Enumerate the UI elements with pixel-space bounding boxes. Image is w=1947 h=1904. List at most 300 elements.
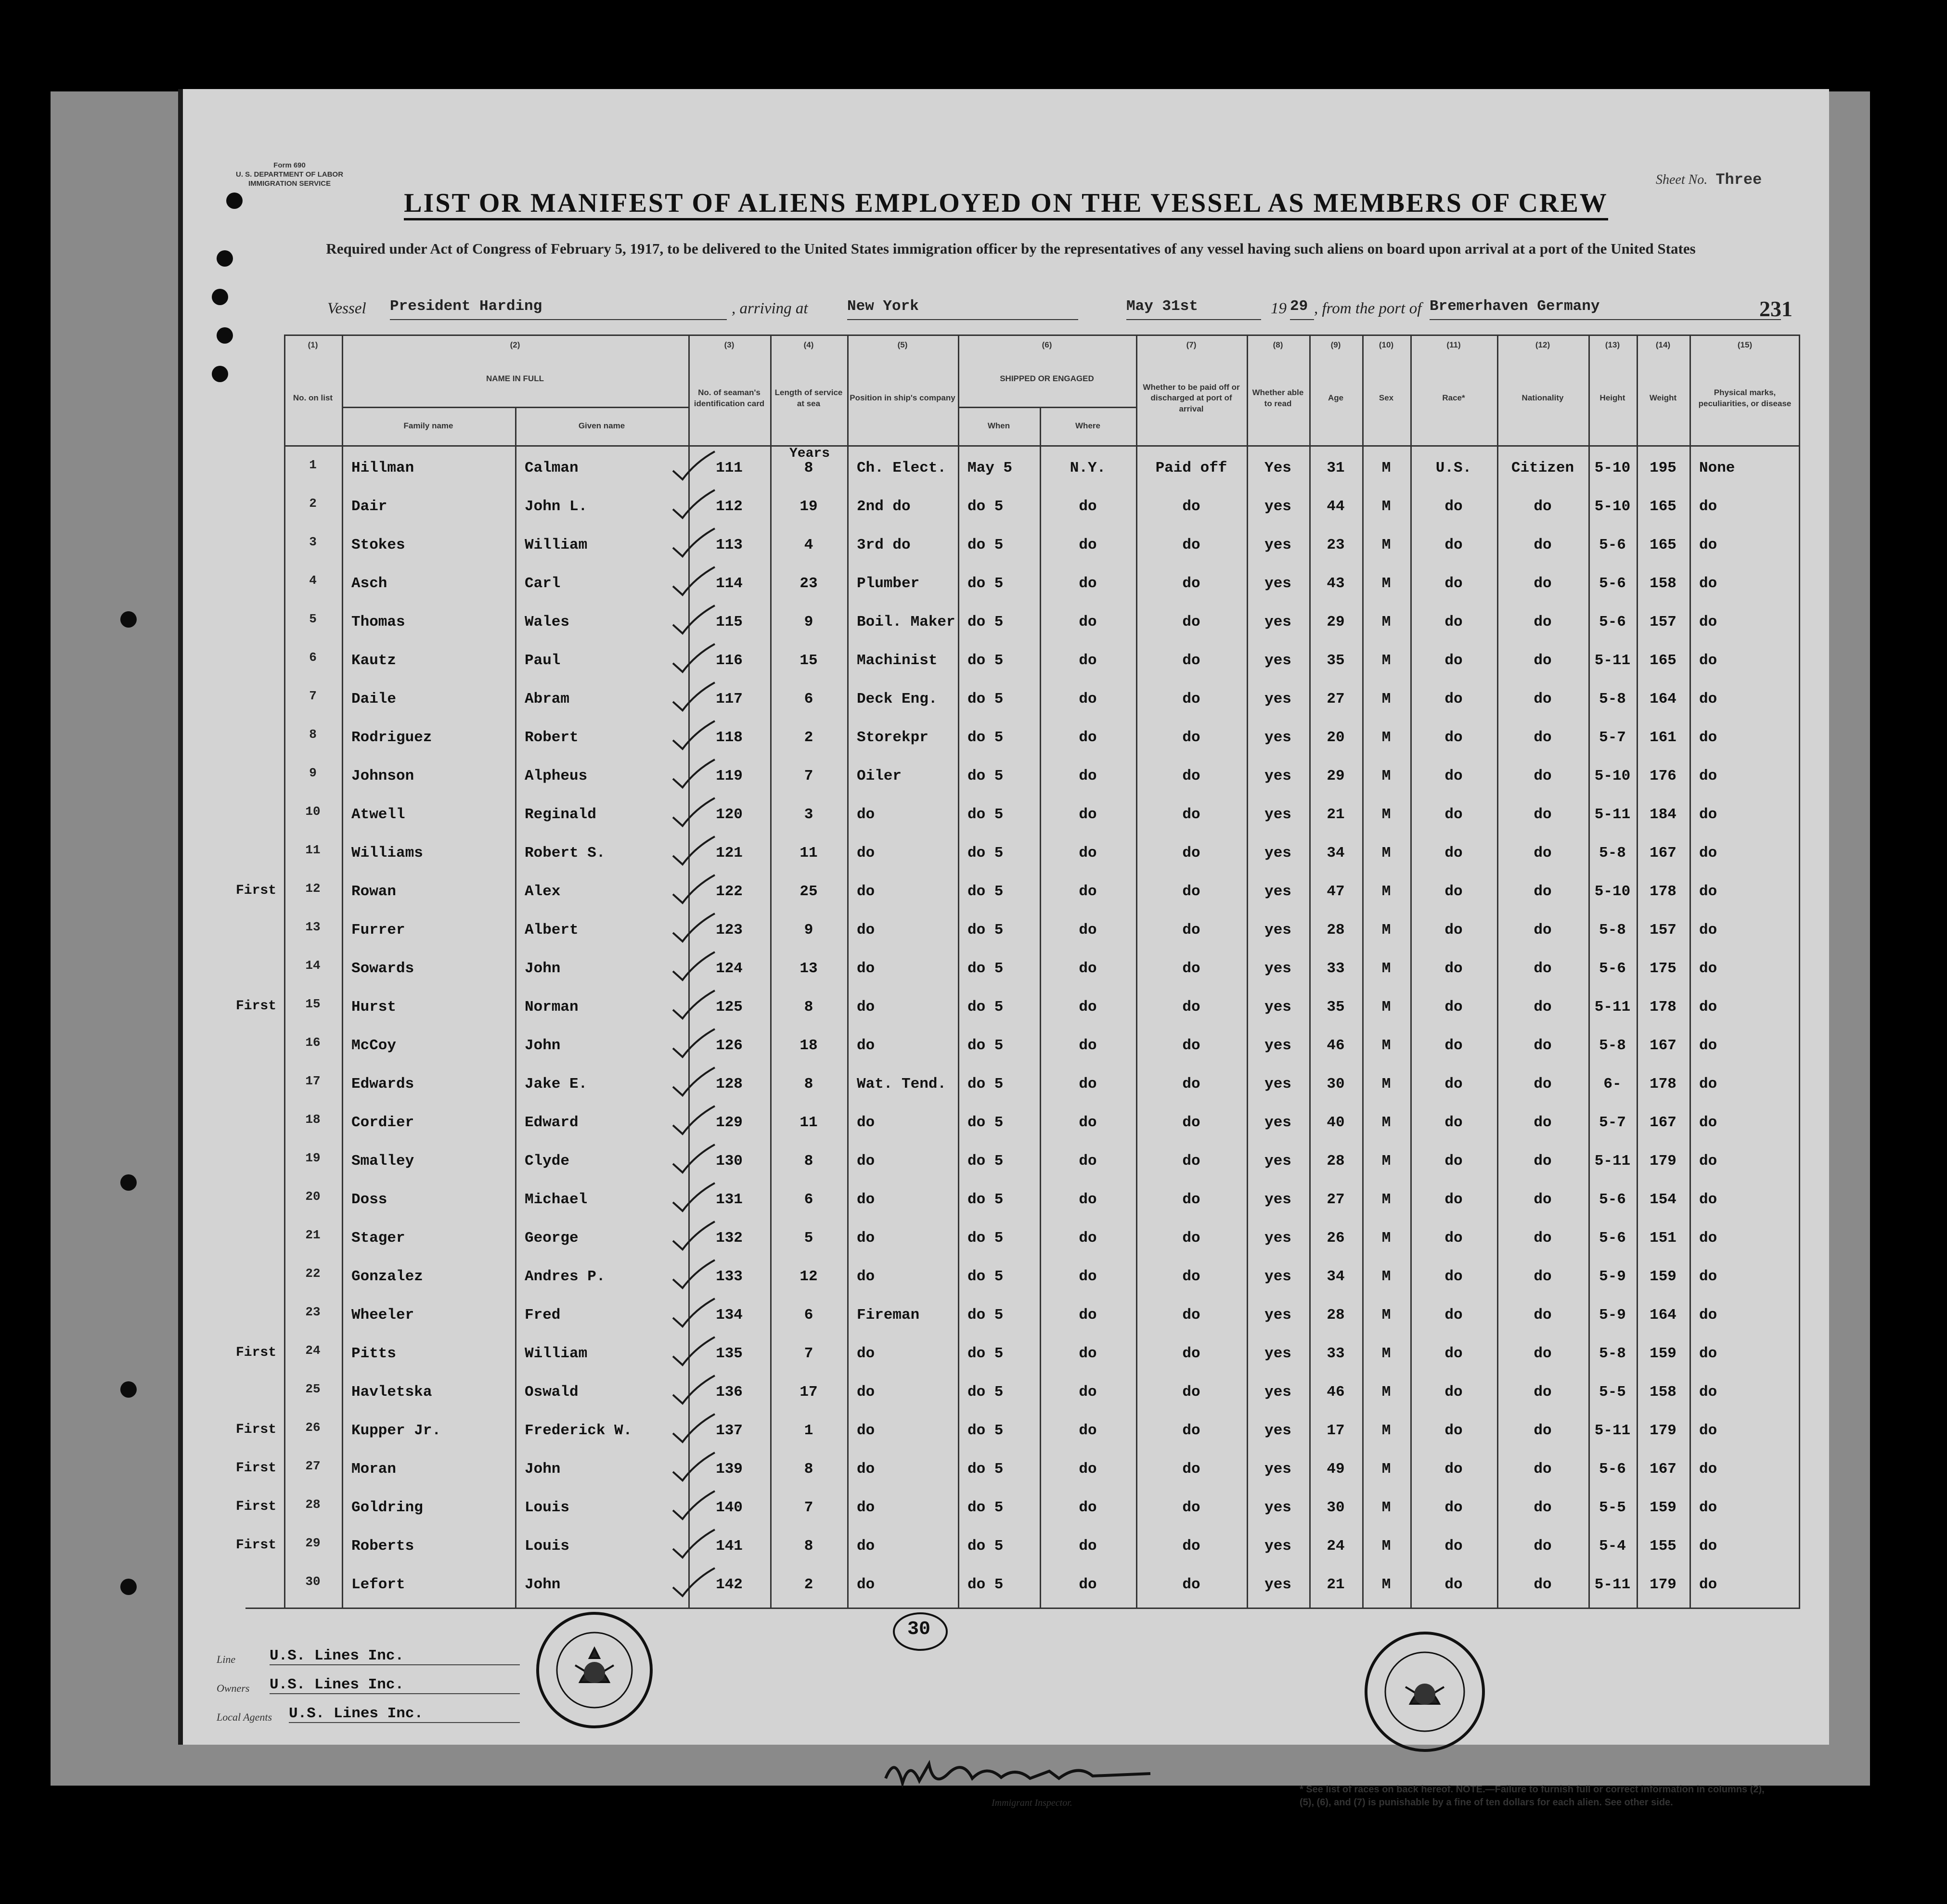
cell-race: do: [1444, 1268, 1463, 1285]
cell-card: 115: [716, 614, 743, 630]
punch-hole-icon: [212, 366, 228, 382]
cell-sex: M: [1381, 1076, 1391, 1093]
column-number: (11): [1446, 340, 1461, 349]
cell-card: 121: [716, 845, 743, 862]
cell-marks: do: [1699, 922, 1717, 939]
cell-marks: do: [1699, 614, 1717, 630]
cell-where: do: [1079, 1037, 1097, 1054]
cell-marks: do: [1699, 1076, 1717, 1093]
cell-age: 29: [1327, 768, 1345, 785]
cell-service: 8: [804, 1153, 813, 1170]
cell-paid: do: [1182, 999, 1200, 1016]
cell-given: John L.: [525, 498, 588, 515]
cell-paid: do: [1182, 1307, 1200, 1324]
cell-where: do: [1079, 691, 1097, 708]
column-header: Position in ship's company: [850, 393, 955, 403]
cell-marks: do: [1699, 691, 1717, 708]
cell-where: do: [1079, 922, 1097, 939]
cell-family: Dair: [351, 498, 387, 515]
cell-paid: do: [1182, 845, 1200, 862]
cell-read: yes: [1264, 1114, 1291, 1131]
row-number: 14: [305, 958, 321, 973]
cell-race: do: [1444, 729, 1463, 746]
cell-where: do: [1079, 1576, 1097, 1593]
cell-service: 3: [804, 806, 813, 823]
punch-hole-icon: [120, 1579, 137, 1595]
cell-age: 21: [1327, 1576, 1345, 1593]
cell-service: 18: [799, 1037, 818, 1054]
cell-card: 123: [716, 922, 743, 939]
cell-paid: do: [1182, 1037, 1200, 1054]
cell-where: do: [1079, 1538, 1097, 1555]
cell-given: Frederick W.: [525, 1422, 632, 1439]
cell-sex: M: [1381, 1153, 1391, 1170]
cell-given: John: [525, 1037, 561, 1054]
cell-card: 124: [716, 960, 743, 977]
cell-when: do 5: [967, 883, 1004, 900]
column-number: (12): [1535, 340, 1550, 349]
department: U. S. DEPARTMENT OF LABOR: [236, 170, 344, 179]
cell-given: Louis: [525, 1499, 570, 1516]
cell-read: yes: [1264, 1345, 1291, 1362]
cell-read: yes: [1264, 729, 1291, 746]
cell-given: Norman: [525, 999, 579, 1016]
cell-paid: do: [1182, 498, 1200, 515]
cell-sex: M: [1381, 1461, 1391, 1478]
cell-nationality: do: [1534, 1191, 1552, 1208]
punch-hole-icon: [217, 250, 233, 267]
row-number: 11: [305, 843, 321, 857]
cell-marks: do: [1699, 768, 1717, 785]
cell-read: yes: [1264, 1037, 1291, 1054]
cell-sex: M: [1381, 460, 1391, 476]
cell-when: do 5: [967, 1499, 1004, 1516]
first-class-mark: First: [236, 883, 277, 898]
cell-read: yes: [1264, 806, 1291, 823]
column-header: Race*: [1442, 393, 1465, 403]
cell-weight: 178: [1650, 883, 1676, 900]
row-number: 13: [305, 920, 321, 934]
cell-card: 140: [716, 1499, 743, 1516]
cell-height: 5-10: [1594, 460, 1631, 476]
cell-when: do 5: [967, 1191, 1004, 1208]
subheader-when: When: [987, 421, 1010, 430]
column-header: SHIPPED OR ENGAGED: [1000, 374, 1094, 384]
cell-paid: do: [1182, 1230, 1200, 1247]
cell-paid: do: [1182, 806, 1200, 823]
page-number: 231: [1759, 296, 1792, 321]
check-mark-icon: [669, 1218, 717, 1251]
vessel-line: [327, 296, 1815, 325]
row-number: 17: [305, 1074, 321, 1088]
cell-family: Atwell: [351, 806, 405, 823]
line-value: U.S. Lines Inc.: [270, 1647, 520, 1665]
cell-family: Roberts: [351, 1538, 414, 1555]
cell-service: 23: [799, 575, 818, 592]
cell-nationality: do: [1534, 1384, 1552, 1401]
cell-nationality: do: [1534, 1153, 1552, 1170]
cell-when: do 5: [967, 1538, 1004, 1555]
cell-marks: do: [1699, 1037, 1717, 1054]
cell-sex: M: [1381, 806, 1391, 823]
cell-position: Boil. Maker: [857, 614, 955, 630]
column-number: (13): [1605, 340, 1620, 349]
cell-nationality: do: [1534, 1499, 1552, 1516]
cell-age: 33: [1327, 960, 1345, 977]
cell-height: 5-8: [1599, 845, 1626, 862]
line-label: Line: [217, 1653, 236, 1665]
check-mark-icon: [669, 486, 717, 520]
cell-sex: M: [1381, 768, 1391, 785]
cell-race: do: [1444, 1114, 1463, 1131]
cell-read: yes: [1264, 614, 1291, 630]
sheet-value: Three: [1715, 171, 1762, 189]
cell-card: 131: [716, 1191, 743, 1208]
cell-age: 43: [1327, 575, 1345, 592]
cell-family: Doss: [351, 1191, 387, 1208]
arrival-date: May 31st: [1126, 298, 1261, 320]
cell-nationality: do: [1534, 1037, 1552, 1054]
row-number: 12: [305, 881, 321, 896]
cell-height: 5-8: [1599, 1345, 1626, 1362]
row-number: 8: [309, 727, 317, 742]
cell-service: 8: [804, 1538, 813, 1555]
check-mark-icon: [669, 1295, 717, 1328]
cell-marks: do: [1699, 1191, 1717, 1208]
cell-sex: M: [1381, 1384, 1391, 1401]
cell-race: do: [1444, 1499, 1463, 1516]
cell-read: yes: [1264, 845, 1291, 862]
cell-age: 27: [1327, 691, 1345, 708]
cell-position: Deck Eng.: [857, 691, 938, 708]
cell-paid: do: [1182, 1345, 1200, 1362]
cell-where: do: [1079, 1384, 1097, 1401]
cell-family: Moran: [351, 1461, 397, 1478]
cell-height: 5-7: [1599, 1114, 1626, 1131]
check-mark-icon: [669, 1025, 717, 1059]
cell-when: do 5: [967, 999, 1004, 1016]
cell-weight: 164: [1650, 691, 1676, 708]
cell-race: do: [1444, 575, 1463, 592]
cell-position: Machinist: [857, 652, 938, 669]
cell-age: 40: [1327, 1114, 1345, 1131]
cell-card: 122: [716, 883, 743, 900]
cell-age: 24: [1327, 1538, 1345, 1555]
cell-given: Andres P.: [525, 1268, 606, 1285]
cell-nationality: Citizen: [1511, 460, 1574, 476]
form-identifier: [236, 161, 343, 188]
cell-service: 6: [804, 1307, 813, 1324]
cell-position: do: [857, 1230, 875, 1247]
cell-age: 30: [1327, 1076, 1345, 1093]
cell-race: do: [1444, 614, 1463, 630]
check-mark-icon: [669, 1564, 717, 1598]
check-mark-icon: [669, 717, 717, 751]
column-number: (3): [724, 340, 735, 349]
punch-hole-icon: [226, 193, 243, 209]
cell-read: yes: [1264, 575, 1291, 592]
cell-age: 46: [1327, 1384, 1345, 1401]
cell-weight: 167: [1650, 845, 1676, 862]
cell-race: do: [1444, 999, 1463, 1016]
cell-when: do 5: [967, 1268, 1004, 1285]
cell-nationality: do: [1534, 691, 1552, 708]
cell-height: 5-10: [1594, 498, 1631, 515]
cell-age: 26: [1327, 1230, 1345, 1247]
cell-height: 5-7: [1599, 729, 1626, 746]
cell-where: do: [1079, 1345, 1097, 1362]
cell-where: do: [1079, 999, 1097, 1016]
cell-when: do 5: [967, 614, 1004, 630]
row-number: 27: [305, 1459, 321, 1473]
column-divider: [847, 334, 849, 1608]
cell-weight: 157: [1650, 922, 1676, 939]
cell-sex: M: [1381, 960, 1391, 977]
cell-weight: 161: [1650, 729, 1676, 746]
cell-weight: 167: [1650, 1037, 1676, 1054]
check-mark-icon: [669, 871, 717, 905]
cell-when: do 5: [967, 768, 1004, 785]
cell-race: do: [1444, 1191, 1463, 1208]
cell-age: 27: [1327, 1191, 1345, 1208]
cell-height: 5-6: [1599, 1230, 1626, 1247]
cell-family: Havletska: [351, 1384, 432, 1401]
row-number: 15: [305, 997, 321, 1011]
cell-card: 136: [716, 1384, 743, 1401]
cell-when: do 5: [967, 1345, 1004, 1362]
cell-paid: do: [1182, 1114, 1200, 1131]
cell-weight: 158: [1650, 1384, 1676, 1401]
cell-height: 5-10: [1594, 883, 1631, 900]
cell-sex: M: [1381, 1422, 1391, 1439]
cell-position: Wat. Tend.: [857, 1076, 947, 1093]
column-number: (5): [897, 340, 908, 349]
cell-given: Albert: [525, 922, 579, 939]
cell-marks: do: [1699, 1422, 1717, 1439]
row-number: 16: [305, 1035, 321, 1050]
cell-given: Edward: [525, 1114, 579, 1131]
cell-weight: 179: [1650, 1576, 1676, 1593]
cell-when: do 5: [967, 1384, 1004, 1401]
cell-position: do: [857, 1538, 875, 1555]
cell-card: 129: [716, 1114, 743, 1131]
cell-service: 13: [799, 960, 818, 977]
cell-service: 12: [799, 1268, 818, 1285]
years-label: Years: [789, 446, 830, 461]
inspector-label: Immigrant Inspector.: [992, 1798, 1072, 1808]
cell-race: do: [1444, 1037, 1463, 1054]
row-number: 25: [305, 1382, 321, 1396]
cell-given: George: [525, 1230, 579, 1247]
cell-paid: do: [1182, 652, 1200, 669]
cell-card: 118: [716, 729, 743, 746]
row-number: 4: [309, 573, 317, 588]
check-mark-icon: [669, 448, 717, 481]
cell-card: 120: [716, 806, 743, 823]
cell-sex: M: [1381, 1230, 1391, 1247]
cell-position: do: [857, 1499, 875, 1516]
cell-where: do: [1079, 1422, 1097, 1439]
first-class-mark: First: [236, 1499, 277, 1514]
cell-marks: do: [1699, 652, 1717, 669]
row-number: 26: [305, 1420, 321, 1435]
cell-paid: do: [1182, 960, 1200, 977]
cell-service: 1: [804, 1422, 813, 1439]
cell-marks: do: [1699, 1307, 1717, 1324]
cell-marks: do: [1699, 1576, 1717, 1593]
first-class-mark: First: [236, 1422, 277, 1437]
cell-age: 34: [1327, 845, 1345, 862]
check-mark-icon: [669, 1333, 717, 1367]
cell-height: 5-11: [1594, 1153, 1631, 1170]
check-mark-icon: [669, 1102, 717, 1136]
cell-sex: M: [1381, 652, 1391, 669]
check-mark-icon: [669, 1179, 717, 1213]
cell-given: Carl: [525, 575, 561, 592]
cell-card: 128: [716, 1076, 743, 1093]
cell-sex: M: [1381, 883, 1391, 900]
cell-height: 5-9: [1599, 1268, 1626, 1285]
cell-paid: do: [1182, 1191, 1200, 1208]
cell-family: Williams: [351, 845, 423, 862]
cell-read: yes: [1264, 1576, 1291, 1593]
agents-value: U.S. Lines Inc.: [289, 1705, 520, 1723]
cell-nationality: do: [1534, 1422, 1552, 1439]
cell-weight: 175: [1650, 960, 1676, 977]
cell-position: do: [857, 960, 875, 977]
cell-age: 20: [1327, 729, 1345, 746]
column-number: (9): [1330, 340, 1341, 349]
cell-height: 5-6: [1599, 575, 1626, 592]
cell-age: 46: [1327, 1037, 1345, 1054]
cell-service: 25: [799, 883, 818, 900]
cell-marks: None: [1699, 460, 1735, 476]
row-number: 9: [309, 766, 317, 780]
cell-nationality: do: [1534, 614, 1552, 630]
check-mark-icon: [669, 640, 717, 674]
cell-when: do 5: [967, 537, 1004, 553]
cell-position: Fireman: [857, 1307, 920, 1324]
cell-race: do: [1444, 691, 1463, 708]
cell-position: do: [857, 1461, 875, 1478]
cell-position: do: [857, 1422, 875, 1439]
cell-read: Yes: [1264, 460, 1291, 476]
row-number: 22: [305, 1266, 321, 1281]
cell-service: 4: [804, 537, 813, 553]
cell-position: do: [857, 1384, 875, 1401]
cell-given: John: [525, 960, 561, 977]
cell-height: 5-11: [1594, 1576, 1631, 1593]
cell-nationality: do: [1534, 1461, 1552, 1478]
check-mark-icon: [669, 1487, 717, 1521]
owners-value: U.S. Lines Inc.: [270, 1676, 520, 1694]
arrival-port: New York: [847, 298, 1078, 320]
cell-sex: M: [1381, 498, 1391, 515]
agents-label: Local Agents: [217, 1711, 272, 1723]
cell-race: U.S.: [1435, 460, 1472, 476]
cell-age: 29: [1327, 614, 1345, 630]
cell-sex: M: [1381, 1114, 1391, 1131]
sheet-number: [1656, 171, 1762, 189]
cell-where: do: [1079, 883, 1097, 900]
cell-where: do: [1079, 845, 1097, 862]
cell-marks: do: [1699, 806, 1717, 823]
cell-paid: do: [1182, 614, 1200, 630]
cell-race: do: [1444, 537, 1463, 553]
cell-given: Clyde: [525, 1153, 570, 1170]
punch-hole-icon: [212, 289, 228, 305]
cell-marks: do: [1699, 883, 1717, 900]
row-number: 3: [309, 535, 317, 549]
cell-age: 28: [1327, 922, 1345, 939]
vessel-name: President Harding: [390, 298, 727, 320]
cell-nationality: do: [1534, 1114, 1552, 1131]
cell-marks: do: [1699, 1538, 1717, 1555]
cell-family: Lefort: [351, 1576, 405, 1593]
column-header: NAME IN FULL: [486, 374, 544, 384]
cell-race: do: [1444, 1576, 1463, 1593]
cell-where: do: [1079, 1191, 1097, 1208]
cell-position: do: [857, 922, 875, 939]
cell-where: do: [1079, 960, 1097, 977]
cell-sex: M: [1381, 1191, 1391, 1208]
cell-when: do 5: [967, 691, 1004, 708]
cell-race: do: [1444, 960, 1463, 977]
column-header: Nationality: [1521, 393, 1564, 403]
cell-read: yes: [1264, 1384, 1291, 1401]
service: IMMIGRATION SERVICE: [248, 179, 331, 188]
column-divider: [515, 407, 516, 1608]
check-mark-icon: [669, 1526, 717, 1559]
cell-family: Kautz: [351, 652, 397, 669]
cell-service: 7: [804, 1345, 813, 1362]
check-mark-icon: [669, 756, 717, 789]
punch-hole-icon: [217, 327, 233, 344]
cell-age: 33: [1327, 1345, 1345, 1362]
cell-height: 5-4: [1599, 1538, 1626, 1555]
cell-marks: do: [1699, 537, 1717, 553]
cell-age: 49: [1327, 1461, 1345, 1478]
cell-where: do: [1079, 614, 1097, 630]
cell-card: 112: [716, 498, 743, 515]
cell-card: 111: [716, 460, 743, 476]
cell-service: 15: [799, 652, 818, 669]
cell-position: do: [857, 883, 875, 900]
cell-where: do: [1079, 1153, 1097, 1170]
cell-sex: M: [1381, 1576, 1391, 1593]
cell-sex: M: [1381, 614, 1391, 630]
cell-given: Reginald: [525, 806, 596, 823]
row-number: 21: [305, 1228, 321, 1242]
cell-family: Hurst: [351, 999, 397, 1016]
cell-age: 44: [1327, 498, 1345, 515]
check-mark-icon: [669, 1141, 717, 1174]
cell-race: do: [1444, 1307, 1463, 1324]
cell-where: do: [1079, 806, 1097, 823]
cell-read: yes: [1264, 691, 1291, 708]
cell-age: 34: [1327, 1268, 1345, 1285]
cell-read: yes: [1264, 537, 1291, 553]
cell-when: do 5: [967, 652, 1004, 669]
cell-given: Alpheus: [525, 768, 588, 785]
cell-marks: do: [1699, 845, 1717, 862]
cell-given: Abram: [525, 691, 570, 708]
column-header: Age: [1328, 393, 1344, 403]
cell-card: 139: [716, 1461, 743, 1478]
cell-paid: do: [1182, 1461, 1200, 1478]
row-number: 18: [305, 1112, 321, 1127]
row-number: 5: [309, 612, 317, 626]
